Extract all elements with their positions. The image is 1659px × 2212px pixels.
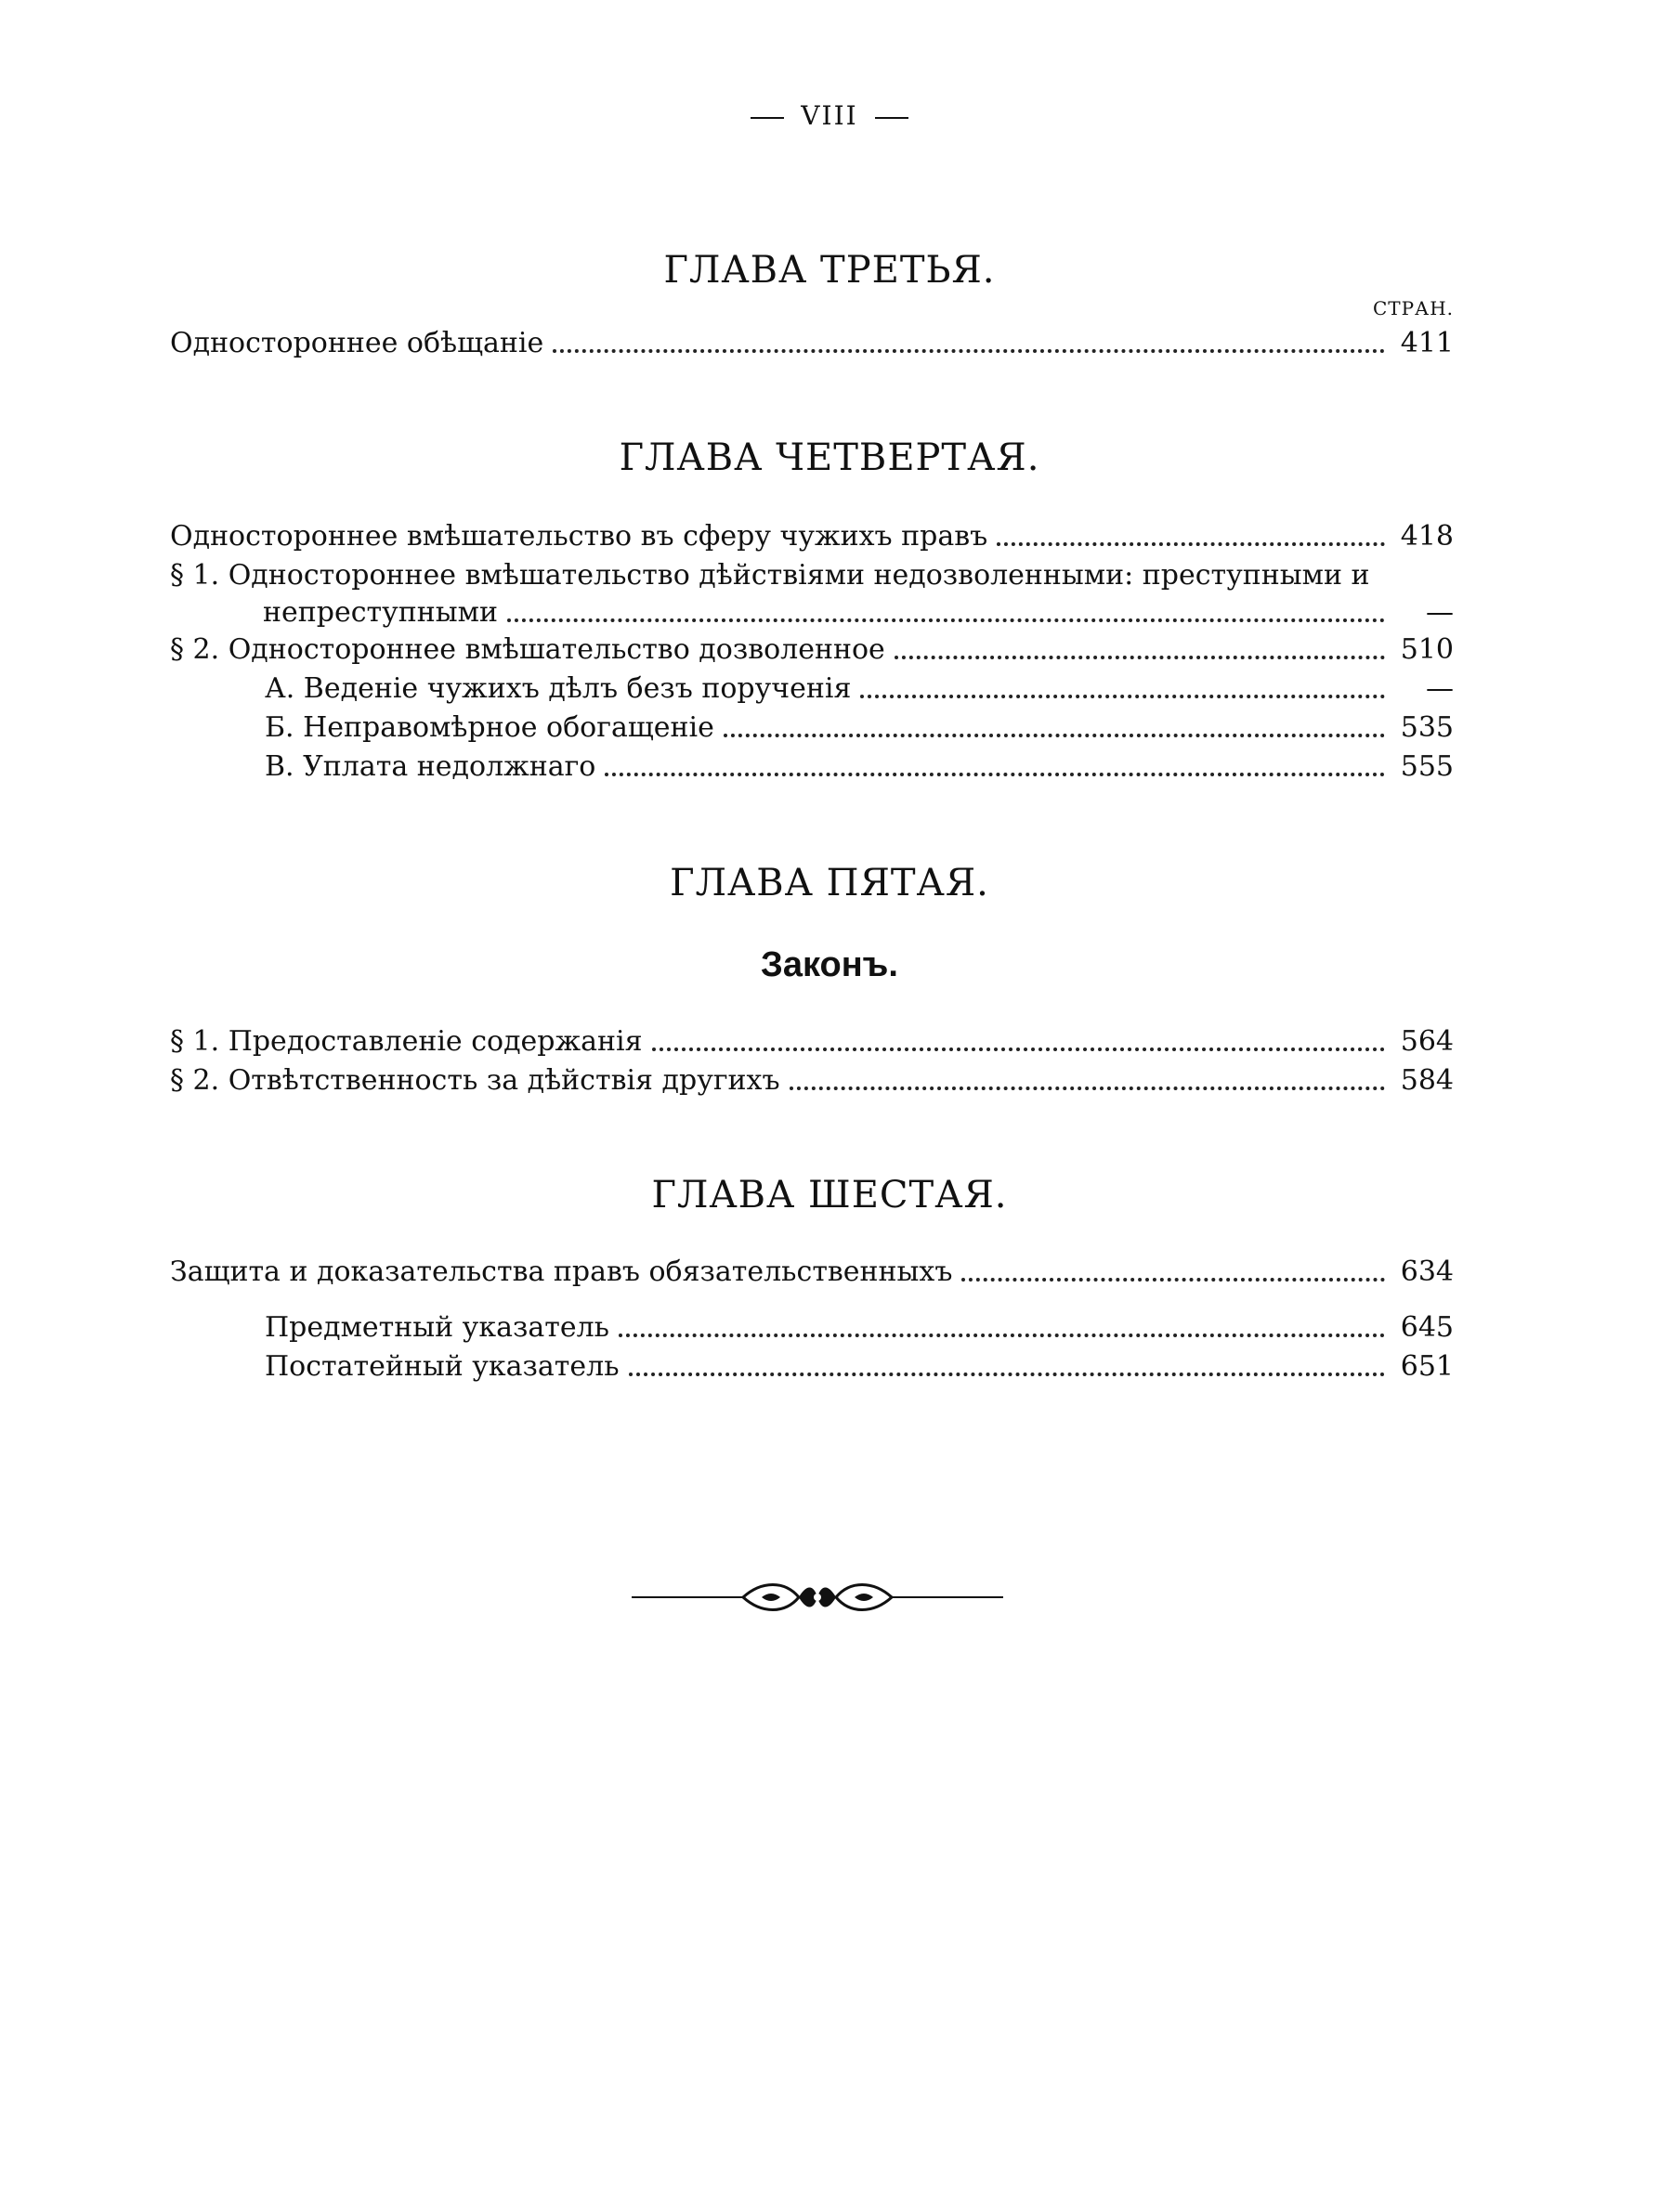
dot-leader: [629, 1372, 1385, 1376]
dot-leader: [507, 618, 1385, 622]
dot-leader: [895, 655, 1385, 659]
dot-leader: [790, 1086, 1385, 1090]
toc-entry-page: 535: [1400, 711, 1454, 744]
toc-entry-title: § 1. Предоставленіе содержанія: [170, 1025, 643, 1058]
chapter-heading: ГЛАВА ЧЕТВЕРТАЯ.: [619, 436, 1040, 479]
toc-entry-page: 411: [1400, 327, 1454, 359]
toc-entry: [265, 670, 1454, 708]
toc-entry: [265, 1309, 1454, 1347]
toc-entry-page: —: [1426, 672, 1454, 705]
toc-entry-title: Постатейный указатель: [265, 1350, 620, 1383]
dot-leader: [724, 733, 1385, 737]
toc-entry-title: § 1. Одностороннее вмѣшательство дѣйствіями недозволенными: преступными и: [170, 559, 1370, 592]
dash-left: [751, 117, 784, 119]
toc-entry-page: 555: [1400, 750, 1454, 783]
toc-entry-continuation: [170, 594, 1454, 631]
toc-entry: [170, 1062, 1454, 1099]
toc-entry-page: 510: [1400, 633, 1454, 666]
toc-entry: [170, 325, 1454, 362]
toc-entry-title: непреступными: [263, 596, 498, 629]
dot-leader: [605, 772, 1385, 776]
toc-entry: [265, 748, 1454, 786]
toc-entry-title: А. Веденіе чужихъ дѣлъ безъ порученія: [265, 672, 852, 705]
toc-entry-page: 645: [1400, 1311, 1454, 1344]
dot-leader: [652, 1047, 1385, 1051]
dot-leader: [997, 541, 1385, 546]
toc-entry-page: 418: [1400, 520, 1454, 553]
toc-entry: [265, 709, 1454, 747]
toc-entry: [170, 557, 1454, 594]
dot-leader: [961, 1277, 1385, 1282]
toc-entry-title: В. Уплата недолжнаго: [265, 750, 596, 783]
dash-right: [875, 117, 908, 119]
toc-entry-page: 584: [1400, 1064, 1454, 1097]
chapter-heading: ГЛАВА ПЯТАЯ.: [670, 862, 989, 904]
dot-leader: [553, 348, 1385, 353]
toc-entry-title: Одностороннее обѣщаніе: [170, 327, 544, 359]
toc-entry-page: 634: [1400, 1256, 1454, 1288]
chapter-heading: ГЛАВА ШЕСТАЯ.: [651, 1174, 1008, 1217]
chapter-subheading: Законъ.: [761, 945, 898, 984]
toc-entry-page: 564: [1400, 1025, 1454, 1058]
toc-entry-page: 651: [1400, 1350, 1454, 1383]
page-column-label: СТРАН.: [1372, 297, 1454, 319]
toc-entry: [170, 1023, 1454, 1060]
toc-entry: [170, 1254, 1454, 1291]
toc-entry: [265, 1348, 1454, 1386]
toc-entry-title: Предметный указатель: [265, 1311, 609, 1344]
page-number: VIII: [0, 100, 1659, 131]
toc-entry-title: Б. Неправомѣрное обогащеніе: [265, 711, 714, 744]
dot-leader: [619, 1333, 1385, 1337]
toc-entry-title: Одностороннее вмѣшательство въ сферу чужихъ правъ: [170, 520, 988, 553]
chapter-heading: ГЛАВА ТРЕТЬЯ.: [663, 249, 996, 292]
toc-entry-page: —: [1426, 596, 1454, 629]
dot-leader: [860, 694, 1385, 698]
toc-entry-title: § 2. Отвѣтственность за дѣйствія другихъ: [170, 1064, 780, 1097]
toc-entry-title: § 2. Одностороннее вмѣшательство дозволенное: [170, 633, 885, 666]
toc-entry: [170, 631, 1454, 669]
ornament-divider: [632, 1569, 1003, 1625]
toc-entry-title: Защита и доказательства правъ обязательственныхъ: [170, 1256, 953, 1288]
toc-entry: [170, 518, 1454, 555]
